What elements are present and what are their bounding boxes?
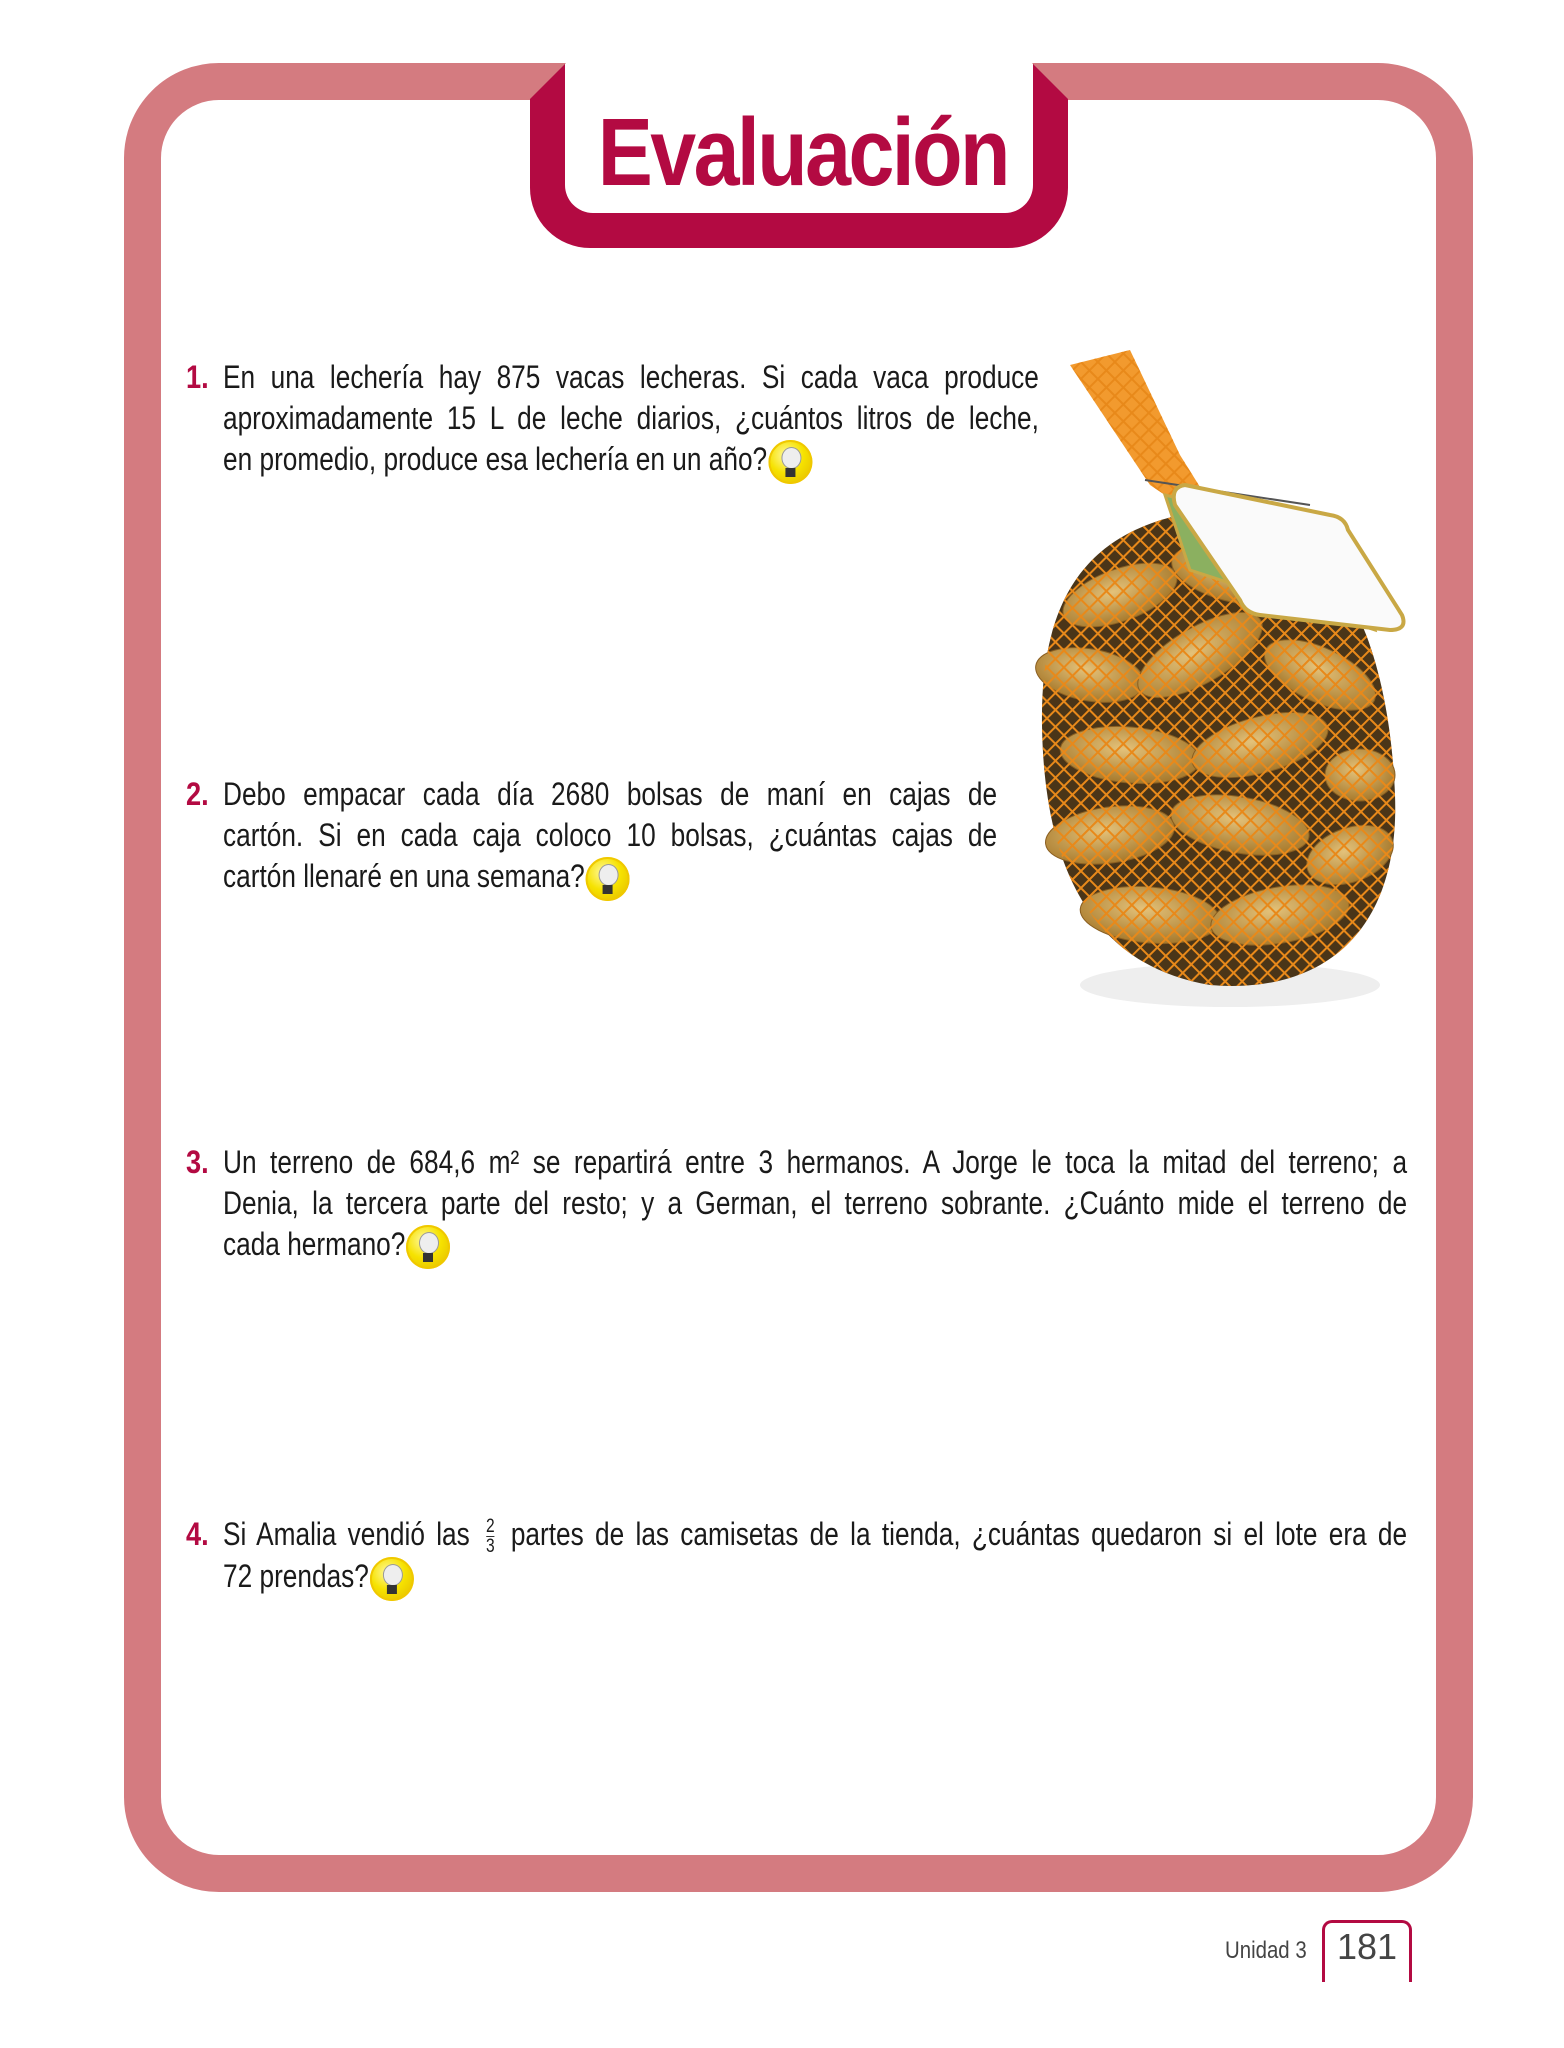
- question-line: [223, 856, 997, 901]
- question-line-text: cartón llenaré en una semana?: [223, 858, 585, 894]
- fraction-numerator: 2: [485, 1516, 495, 1538]
- question-line: [223, 439, 1039, 484]
- question-line-text: 72 prendas?: [223, 1558, 369, 1595]
- lightbulb-hint-icon[interactable]: [370, 1557, 414, 1601]
- question-line: En una lechería hay 875 vacas lecheras. Si cada vaca produce: [223, 359, 1039, 395]
- unit-label: Unidad 3: [1225, 1937, 1307, 1964]
- peanut-bag-image: [1030, 345, 1430, 1045]
- question-line-text: Si Amalia vendió las: [223, 1516, 470, 1552]
- question-line: Un terreno de 684,6 m² se repartirá entre 3 hermanos. A Jorge le toca la mitad del terreno; a: [223, 1144, 1408, 1180]
- question-line: cartón. Si en cada caja coloco 10 bolsas, ¿cuántas cajas de: [223, 817, 998, 853]
- page-number: 181: [1336, 1926, 1398, 1967]
- question-number: 1.: [186, 359, 209, 395]
- question-line: [223, 1556, 1407, 1601]
- fraction-denominator: 3: [485, 1536, 495, 1558]
- tab-corner-left: [530, 63, 566, 99]
- question-number: 3.: [186, 1144, 209, 1180]
- question-line: aproximadamente 15 L de leche diarios, ¿cuántos litros de leche,: [223, 400, 1039, 436]
- lightbulb-hint-icon[interactable]: [586, 857, 630, 901]
- question-number: 2.: [186, 776, 209, 812]
- lightbulb-hint-icon[interactable]: [768, 440, 812, 484]
- question-line-text: partes de las camisetas de la tienda, ¿cuántas quedaron si el lote era de: [510, 1516, 1408, 1552]
- question-line: Debo empacar cada día 2680 bolsas de maní en cajas de: [223, 776, 998, 812]
- question-line-text: cada hermano?: [223, 1226, 406, 1262]
- question-number: 4.: [186, 1516, 209, 1552]
- tab-corner-right: [1032, 63, 1068, 99]
- question-line-text: en promedio, produce esa lechería en un año?: [223, 441, 768, 477]
- question-line: [223, 1514, 1407, 1556]
- fraction: [486, 1517, 495, 1556]
- question-line: [223, 1224, 1407, 1269]
- question-line: Denia, la tercera parte del resto; y a German, el terreno sobrante. ¿Cuánto mide el terreno de: [223, 1185, 1408, 1221]
- lightbulb-hint-icon[interactable]: [406, 1225, 450, 1269]
- page-title: Evaluación: [597, 99, 1008, 206]
